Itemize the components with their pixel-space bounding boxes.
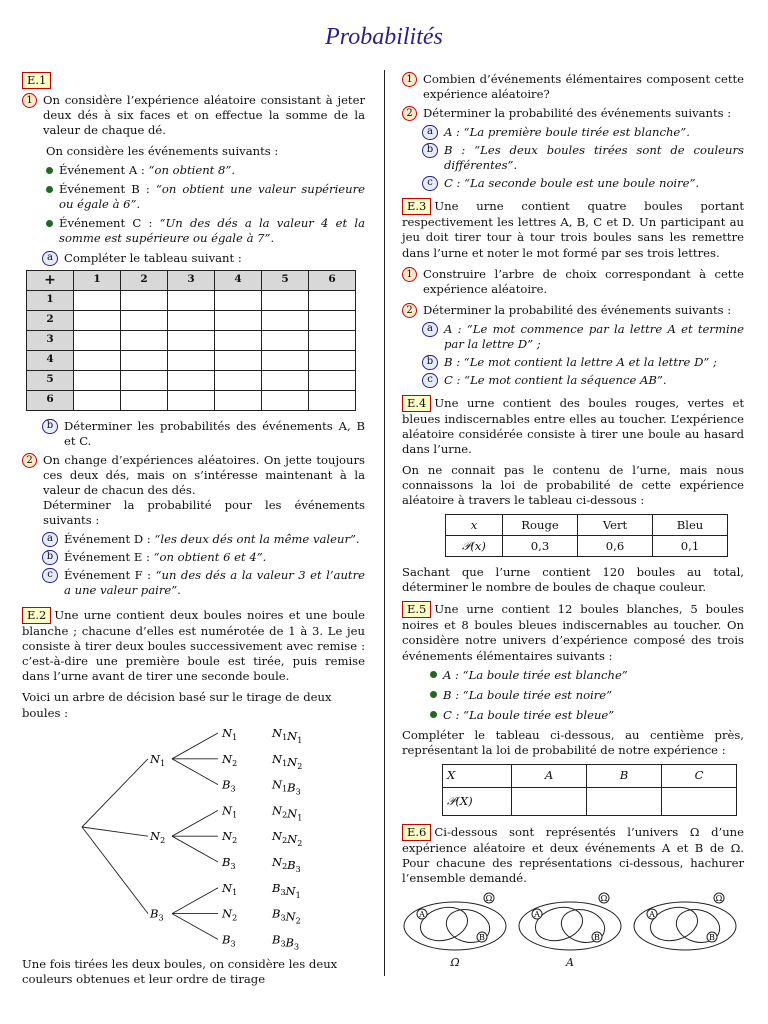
tree-branch — [82, 827, 148, 914]
e1-sub-b: b Déterminer les probabilités des événements A, B et C. — [22, 419, 365, 449]
sub-item: a Événement D : “les deux dés ont la même valeur”. — [42, 532, 365, 547]
tree-branch — [172, 810, 218, 836]
table-header: 4 — [215, 270, 262, 290]
e2-subitems — [402, 125, 744, 191]
sub-letter: a — [42, 251, 58, 266]
e2-footer: Une fois tirées les deux boules, on considère les deux couleurs obtenues et leur ordre de tirage — [22, 956, 338, 986]
e1-sub-a: a Compléter le tableau suivant : — [22, 251, 365, 266]
svg-text:Ω: Ω — [600, 894, 608, 903]
tree-outcome: $B_3N_2$ — [272, 906, 301, 926]
column-divider — [384, 70, 385, 976]
e2-question-1: 1 Combien d’événements élémentaires composent cette expérience aléatoire? — [402, 72, 744, 102]
venn-svg — [632, 892, 738, 952]
exercise-tag-e6: E.6 — [402, 824, 431, 841]
tree-branch — [172, 913, 218, 939]
tree-node: $N_2$ — [150, 828, 166, 845]
event-item: A : “La boule tirée est blanche” — [430, 668, 744, 683]
e6-statement: E.6 Ci-dessous sont représentés l’univers Ω d’une expérience aléatoire et deux événements A et B de Ω. Pour chacune des représentations ci-dessous, hachurer l’ensemble demandé. — [402, 824, 744, 885]
tree-outcome: $N_1N_2$ — [272, 751, 303, 771]
e5-statement: E.5 Une urne contient 12 boules blanches, 5 boules noires et 8 boules bleues indiscernables au toucher. On considère notre univers d’expérience composé des trois événements élémentaires suivants : — [402, 602, 744, 663]
svg-text:Ω: Ω — [485, 894, 493, 903]
table-header: 2 — [121, 270, 168, 290]
table-row: X A B C — [443, 764, 737, 787]
exercise-tag-e2: E.2 — [22, 607, 51, 624]
tree-leaf: $B_3$ — [222, 854, 236, 871]
sub-item: c C : “Le mot contient la séquence AB”. — [422, 373, 744, 388]
sub-item: b Événement E : “on obtient 6 et 4”. — [42, 550, 365, 565]
tree-outcome: $N_1B_3$ — [272, 777, 301, 797]
question-number: 1 — [22, 93, 37, 108]
page-title: Probabilités — [325, 24, 443, 50]
tree-node: $N_1$ — [150, 751, 166, 768]
event-item: C : “La boule tirée est bleue” — [430, 708, 744, 723]
tree-branch — [172, 758, 218, 784]
e2-statement: E.2 Une urne contient deux boules noires et une boule blanche ; chacune d’elles est numérotée de 1 à 3. Le jeu consiste à tirer deux boules successivement avec remise : c’est-à-dire une première boule est tirée, puis remise dans l’urne avant de tirer une seconde boule. — [22, 608, 365, 684]
venn-diagrams — [402, 892, 738, 970]
svg-text:B: B — [709, 933, 715, 942]
table-header: 3 — [168, 270, 215, 290]
table-row: 6 — [27, 390, 356, 410]
svg-text:A: A — [419, 910, 425, 919]
e2-question-2: 2 Déterminer la probabilité des événements suivants : — [402, 106, 744, 121]
tree-branch — [82, 758, 148, 826]
e4-probability-table — [445, 514, 728, 557]
tree-leaf: $N_2$ — [222, 828, 238, 845]
e1-question-1: 1 On considère l’expérience aléatoire consistant à jeter deux dés à six faces et on effectue la somme de la valeur de chaque dé. — [22, 93, 365, 138]
tree-intro: Voici un arbre de décision basé sur le tirage de deux boules : — [22, 690, 332, 720]
sub-item: a A : “Le mot commence par la lettre A et termine par la lettre D” ; — [422, 322, 744, 352]
e5-probability-table — [442, 764, 737, 816]
e1-q2-subitems — [22, 532, 365, 598]
venn-diagram — [632, 892, 738, 970]
sub-item: b B : “Le mot contient la lettre A et la lettre D” ; — [422, 355, 744, 370]
tree-outcome: $B_3N_1$ — [272, 880, 301, 900]
event-item: B : “La boule tirée est noire” — [430, 688, 744, 703]
sub-item: a A : “La première boule tirée est blanche”. — [422, 125, 744, 140]
table-row: 3 — [27, 330, 356, 350]
venn-diagram — [517, 892, 623, 970]
table-row: x Rouge Vert Bleu — [446, 515, 728, 536]
venn-svg — [517, 892, 623, 952]
tree-branch — [82, 827, 148, 836]
venn-svg — [402, 892, 508, 952]
e4-text3: Sachant que l’urne contient 120 boules au total, déterminer le nombre de boules de chaque couleur. — [402, 565, 744, 595]
e1-events-list — [22, 163, 365, 246]
table-row: 𝒫(X) — [443, 787, 737, 815]
table-row: 4 — [27, 350, 356, 370]
e3-statement: E.3 Une urne contient quatre boules portant respectivement les lettres A, B, C et D. Un participant au jeu doit tirer tour à tour trois boules sans les remettre dans l’urne et noter le mot formé par ses trois lettres. — [402, 199, 744, 260]
table-header: 5 — [262, 270, 309, 290]
e5-events-list — [402, 668, 744, 723]
tree-outcome: $N_1N_1$ — [272, 725, 303, 745]
table-row: 𝒫(x) 0,3 0,6 0,1 — [446, 536, 728, 557]
event-item: Événement A : “on obtient 8”. — [46, 163, 365, 178]
table-row: 1 — [27, 290, 356, 310]
tree-leaf: $N_1$ — [222, 880, 238, 897]
right-column — [402, 72, 744, 970]
bullet-icon — [430, 711, 437, 718]
tree-leaf: $N_2$ — [222, 906, 238, 923]
exercise-tag-e4: E.4 — [402, 395, 431, 412]
table-row: 2 — [27, 310, 356, 330]
e3-question-1: 1 Construire l’arbre de choix correspondant à cette expérience aléatoire. — [402, 267, 744, 297]
e4-statement: E.4 Une urne contient des boules rouges, vertes et bleues indiscernables entre elles au toucher. L’expérience aléatoire considérée consiste à tirer une boule au hasard dans l’urne. — [402, 396, 744, 457]
bullet-icon — [430, 671, 437, 678]
svg-text:A: A — [534, 910, 540, 919]
tree-leaf: $B_3$ — [222, 931, 236, 948]
tree-leaf: $B_3$ — [222, 777, 236, 794]
sub-item: b B : “Les deux boules tirées sont de couleurs différentes”. — [422, 143, 744, 173]
tree-branch — [172, 836, 218, 862]
sub-letter: b — [42, 419, 58, 434]
svg-text:B: B — [594, 933, 600, 942]
e4-text2: On ne connait pas le contenu de l’urne, mais nous connaissons la loi de probabilité de cette expérience aléatoire à travers le tableau ci-dessous : — [402, 463, 744, 508]
tree-branch — [172, 887, 218, 913]
e1-question-2: 2 On change d’expériences aléatoires. On jette toujours ces deux dés, mais on s’intéresse maintenant à la valeur de chacun des dés. Déterminer la probabilité pour les événements suivants : — [22, 453, 365, 528]
tree-leaf: $N_1$ — [222, 802, 238, 819]
events-intro: On considère les événements suivants : — [46, 144, 279, 159]
decision-tree — [22, 723, 365, 955]
bullet-icon — [46, 220, 53, 227]
sub-item: c Événement F : “un des dés a la valeur 3 et l’autre a une valeur paire”. — [42, 568, 365, 598]
svg-text:B: B — [479, 933, 485, 942]
svg-text:Ω: Ω — [715, 894, 723, 903]
tree-leaf: $N_1$ — [222, 725, 238, 742]
e5-text2: Compléter le tableau ci-dessous, au centième près, représentant la loi de probabilité de notre expérience : — [402, 727, 744, 757]
tree-node: $B_3$ — [150, 906, 164, 923]
tree-outcome: $N_2N_2$ — [272, 828, 303, 848]
svg-text:A: A — [649, 910, 655, 919]
bullet-icon — [46, 186, 53, 193]
table-header: 6 — [309, 270, 356, 290]
bullet-icon — [46, 167, 53, 174]
e3-question-2: 2 Déterminer la probabilité des événements suivants : — [402, 303, 744, 318]
e3-subitems — [402, 322, 744, 388]
venn-diagram — [402, 892, 508, 970]
venn-caption: A — [566, 956, 574, 970]
question-number: 2 — [22, 453, 37, 468]
sum-table — [26, 270, 356, 411]
exercise-tag-e3: E.3 — [402, 198, 431, 215]
left-column — [22, 72, 365, 987]
exercise-tag-e5: E.5 — [402, 601, 431, 618]
sub-item: c C : “La seconde boule est une boule noire”. — [422, 176, 744, 191]
tree-outcome: $N_2B_3$ — [272, 854, 301, 874]
bullet-icon — [430, 691, 437, 698]
table-header: 1 — [74, 270, 121, 290]
tree-leaf: $N_2$ — [222, 751, 238, 768]
event-item: Événement B : “on obtient une valeur supérieure ou égale à 6”. — [46, 182, 365, 212]
tree-branch — [172, 733, 218, 759]
exercise-tag-e1: E.1 — [22, 72, 51, 89]
venn-caption: Ω — [450, 956, 460, 970]
event-item: Événement C : “Un des dés a la valeur 4 et la somme est supérieure ou égale à 7”. — [46, 216, 365, 246]
tree-outcome: $B_3B_3$ — [272, 931, 300, 951]
table-row: 5 — [27, 370, 356, 390]
table-corner: + — [27, 270, 74, 290]
tree-outcome: $N_2N_1$ — [272, 802, 303, 822]
